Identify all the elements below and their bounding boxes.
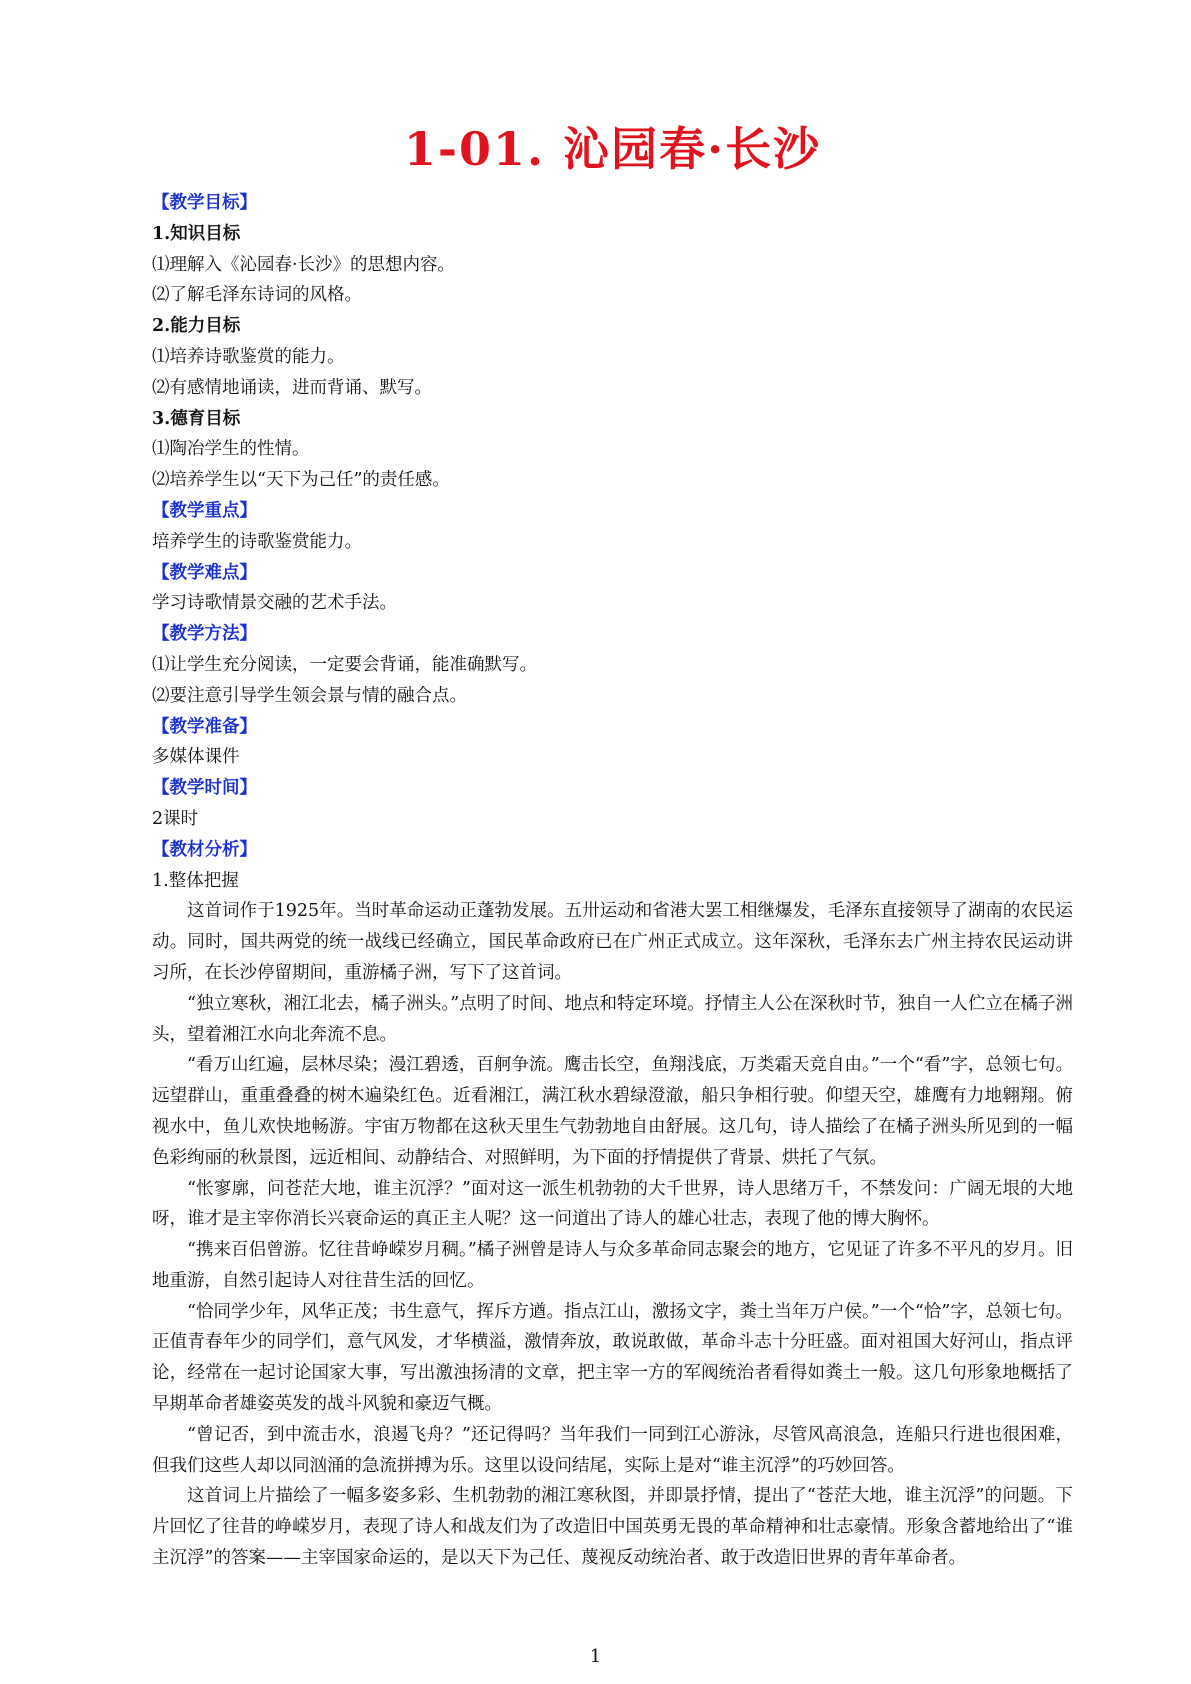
analysis-paragraph: “曾记否，到中流击水，浪遏飞舟？”还记得吗？当年我们一同到江心游泳，尽管风高浪急，连船只行进也很困难，但我们这些人却以同汹涌的急流拼搏为乐。这里以设问结尾，实际上是对“谁主沉浮”的巧妙回答。: [152, 1424, 1073, 1476]
analysis-subheading: 1.整体把握: [152, 870, 239, 891]
analysis-paragraph: 这首词作于1925年。当时革命运动正蓬勃发展。五卅运动和省港大罢工相继爆发，毛泽东直接领导了湖南的农民运动。同时，国共两党的统一战线已经确立，国民革命政府已在广州正式成立。这年深秋，毛泽东去广州主持农民运动讲习所，在长沙停留期间，重游橘子洲，写下了这首词。: [152, 901, 1073, 983]
analysis-paragraph: “看万山红遍，层林尽染；漫江碧透，百舸争流。鹰击长空，鱼翔浅底，万类霜天竞自由。”一个“看”字，总领七句。远望群山，重重叠叠的树木遍染红色。近看湘江，满江秋水碧绿澄澈，船只争相行驶。仰望天空，雄鹰有力地翱翔。俯视水中，鱼儿欢快地畅游。宇宙万物都在这秋天里生气勃勃地自由舒展。这几句，诗人描绘了在橘子洲头所见到的一幅色彩绚丽的秋景图，远近相间、动静结合、对照鲜明，为下面的抒情提供了背景、烘托了气氛。: [152, 1055, 1073, 1168]
list-item: ⑴培养诗歌鉴赏的能力。: [152, 346, 345, 367]
section-header-preparation: 【教学准备】: [152, 716, 257, 737]
section-header-analysis: 【教材分析】: [152, 839, 257, 860]
analysis-paragraph: “恰同学少年，风华正茂；书生意气，挥斥方遒。指点江山，激扬文字，粪土当年万户侯。”一个“恰”字，总领七句。正值青春年少的同学们，意气风发，才华横溢，激情奔放，敢说敢做，革命斗志十分旺盛。面对祖国大好河山，指点评论，经常在一起讨论国家大事，写出激浊扬清的文章，把主宰一方的军阀统治者看得如粪土一般。这几句形象地概括了早期革命者雄姿英发的战斗风貌和豪迈气概。: [152, 1301, 1073, 1415]
analysis-paragraph: “怅寥廓，问苍茫大地，谁主沉浮？”面对这一派生机勃勃的大千世界，诗人思绪万千，不禁发问：广阔无垠的大地呀，谁才是主宰你消长兴衰命运的真正主人呢？这一问道出了诗人的雄心壮志，表现了他的博大胸怀。: [152, 1178, 1073, 1230]
difficulties-text: 学习诗歌情景交融的艺术手法。: [152, 593, 397, 614]
section-header-methods: 【教学方法】: [152, 624, 257, 645]
analysis-paragraph: 这首词上片描绘了一幅多姿多彩、生机勃勃的湘江寒秋图，并即景抒情，提出了“苍茫大地，谁主沉浮”的问题。下片回忆了往昔的峥嵘岁月，表现了诗人和战友们为了改造旧中国英勇无畏的革命精神和壮志豪情。形象含蓄地给出了“谁主沉浮”的答案——主宰国家命运的，是以天下为己任、蔑视反动统治者、敢于改造旧世界的青年革命者。: [152, 1486, 1073, 1569]
analysis-paragraph: “携来百侣曾游。忆往昔峥嵘岁月稠。”橘子洲曾是诗人与众多革命同志聚会的地方，它见证了许多不平凡的岁月。旧地重游，自然引起诗人对往昔生活的回忆。: [152, 1240, 1073, 1291]
list-item: ⑴理解入《沁园春·长沙》的思想内容。: [152, 254, 456, 275]
document-body: [152, 188, 1073, 1574]
subheading-ability-goal: 2.能力目标: [152, 316, 241, 337]
key-points-text: 培养学生的诗歌鉴赏能力。: [152, 531, 362, 552]
list-item: ⑵了解毛泽东诗词的风格。: [152, 285, 362, 306]
list-item: ⑴陶冶学生的性情。: [152, 439, 310, 460]
time-text: 2课时: [152, 808, 199, 829]
subheading-knowledge-goal: 1.知识目标: [152, 223, 241, 244]
list-item: ⑵有感情地诵读，进而背诵、默写。: [152, 377, 432, 398]
section-header-goals: 【教学目标】: [152, 193, 257, 213]
page-title: 1-01. 沁园春·长沙: [403, 122, 822, 176]
preparation-text: 多媒体课件: [152, 747, 240, 768]
list-item: ⑵培养学生以“天下为己任”的责任感。: [152, 470, 450, 491]
section-header-difficulties: 【教学难点】: [152, 562, 257, 583]
subheading-moral-goal: 3.德育目标: [152, 408, 241, 429]
page-number: 1: [589, 1646, 602, 1667]
section-header-time: 【教学时间】: [152, 778, 257, 799]
section-header-key-points: 【教学重点】: [152, 500, 257, 521]
list-item: ⑴让学生充分阅读，一定要会背诵，能准确默写。: [152, 654, 537, 675]
list-item: ⑵要注意引导学生领会景与情的融合点。: [152, 685, 467, 706]
analysis-paragraph: “独立寒秋，湘江北去，橘子洲头。”点明了时间、地点和特定环境。抒情主人公在深秋时节，独自一人伫立在橘子洲头，望着湘江水向北奔流不息。: [152, 993, 1073, 1045]
